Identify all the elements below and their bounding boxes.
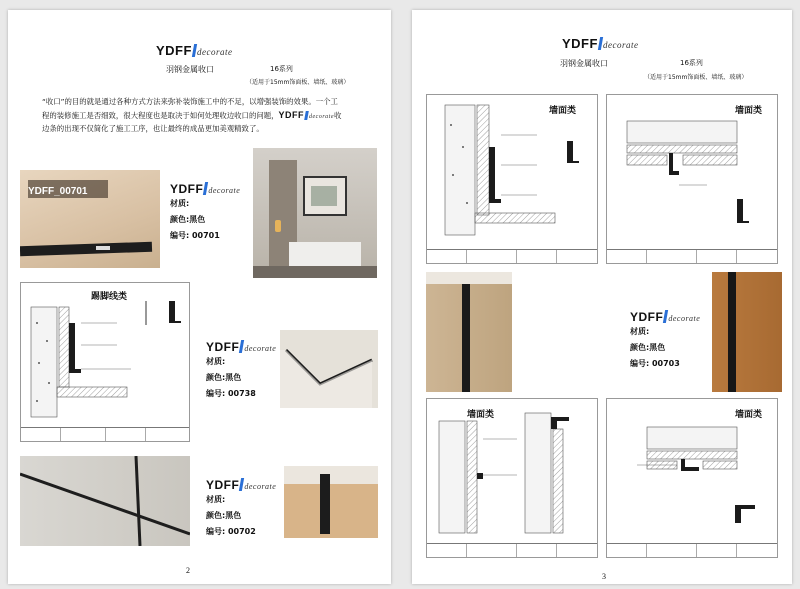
page-number: 2 [186, 566, 190, 575]
drawing-title: 墙面类 [735, 106, 763, 116]
intro-text-1: “收口”的目的就是通过各种方式方法来弥补装饰施工中的不足，以增强装饰的效果。一个工程的装修施工是否细致，很大程度也是取决于如何处理收边收口的问题， [42, 97, 338, 120]
product-material: 材质: [206, 495, 226, 504]
skirting-section-svg [21, 283, 191, 429]
product-material: 材质: [630, 327, 650, 336]
inline-brand-logo: YDFF decorate [278, 109, 335, 120]
product-info-00738: YDFF decorate 材质: 颜色:黑色 编号: 00738 [206, 340, 276, 402]
product-photo-00738 [280, 330, 378, 408]
product-photo-corner-trim [426, 272, 512, 392]
product-code: 编号: 00701 [170, 231, 220, 240]
catalog-title: 羽钢金属收口 [560, 59, 608, 68]
intro-text-2: 收边条的出现不仅简化了施工工序，也让最终的成品更加美观精致了。 [42, 110, 342, 134]
product-info-00703: YDFF decorate 材质: 颜色:黑色 编号: 00703 [630, 310, 700, 372]
product-photo-00702 [20, 456, 190, 546]
drawing-title: 墙面类 [735, 410, 763, 420]
product-photo-wood [712, 272, 782, 392]
drawing-wall-3 [426, 398, 598, 558]
product-color: 颜色:黑色 [206, 373, 242, 382]
product-info-00702: YDFF decorate 材质: 颜色:黑色 编号: 00702 [206, 478, 276, 540]
bedroom-interior-photo [253, 148, 377, 278]
brand-logo: YDFF decorate [156, 43, 233, 58]
title-block [427, 543, 597, 557]
catalog-note: （适用于15mm饰面板、墙纸、玻璃） [644, 74, 748, 81]
drawing-title: 踢脚线类 [91, 292, 128, 302]
drawing-title: 墙面类 [467, 410, 495, 420]
product-color: 颜色:黑色 [206, 511, 242, 520]
drawing-title: 墙面类 [549, 106, 577, 116]
product-color: 颜色:黑色 [630, 343, 666, 352]
product-code: 编号: 00703 [630, 359, 680, 368]
title-block [607, 543, 777, 557]
title-block [607, 249, 777, 263]
photo-label: YDFF_00701 [28, 186, 88, 197]
brand-logo: YDFF decorate [562, 36, 639, 51]
drawing-skirting [20, 282, 190, 442]
product-info-00701: YDFF decorate 材质: 颜色:黑色 编号: 00701 [170, 182, 240, 244]
product-material: 材质: [206, 357, 226, 366]
catalog-page-2 [8, 10, 391, 584]
title-block [427, 249, 597, 263]
product-photo-00701 [20, 170, 160, 268]
page-number: 3 [602, 572, 606, 581]
drawing-wall-2 [606, 94, 778, 264]
catalog-title: 羽钢金属收口 [166, 65, 214, 74]
product-code: 编号: 00738 [206, 389, 256, 398]
product-color: 颜色:黑色 [170, 215, 206, 224]
drawing-wall-4 [606, 398, 778, 558]
title-block [21, 427, 189, 441]
intro-paragraph [42, 96, 342, 136]
drawing-wall-1 [426, 94, 598, 264]
catalog-note: （适用于15mm饰面板、墙纸、玻璃） [246, 79, 350, 86]
product-material: 材质: [170, 199, 190, 208]
catalog-page-3 [412, 10, 792, 584]
profile-strip [20, 242, 152, 257]
catalog-series: 16系列 [270, 65, 293, 73]
product-photo-corner [284, 466, 378, 538]
catalog-series: 16系列 [680, 59, 703, 67]
product-code: 编号: 00702 [206, 527, 256, 536]
